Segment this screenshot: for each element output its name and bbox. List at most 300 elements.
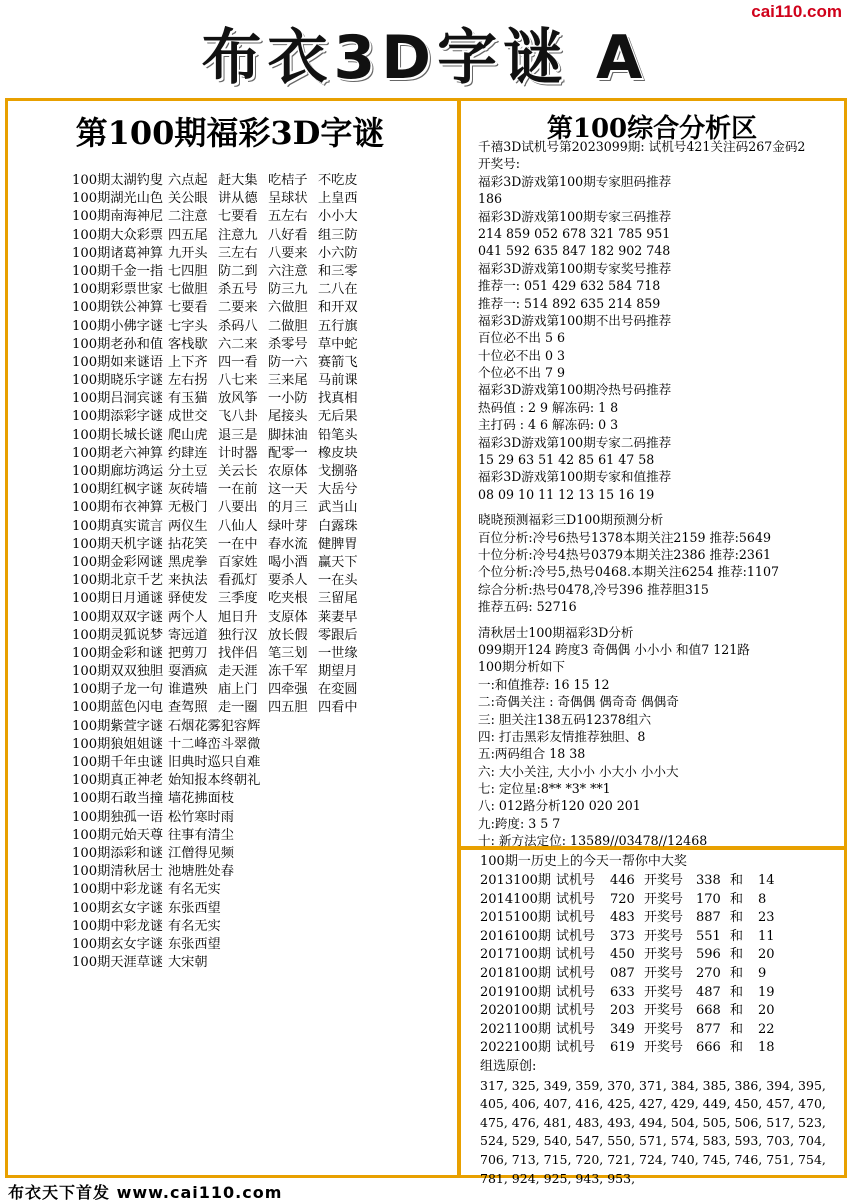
riddle-cell: 一在头 <box>318 573 358 589</box>
history-cell: 2020100期 <box>480 1003 551 1019</box>
riddle-cell: 防二到 <box>218 263 258 279</box>
riddle-cell: 耍酒疯 <box>168 664 208 680</box>
riddle-cell: 寄远道 <box>168 627 208 643</box>
history-cell: 2018100期 <box>480 965 551 981</box>
riddle-cell: 三季度 <box>218 591 258 607</box>
riddle-cell: 六注意 <box>268 263 308 279</box>
riddle-cell: 大宋朝 <box>168 955 208 971</box>
history-row <box>480 984 840 1003</box>
history-cell: 开奖号 <box>644 947 684 963</box>
riddle-cell: 100期晓乐字谜 <box>72 373 164 389</box>
riddle-cell: 铅笔头 <box>318 427 358 443</box>
riddle-cell: 石烟花雾犯容辉 <box>168 718 261 734</box>
history-cell: 887 <box>696 910 721 926</box>
riddle-cell: 武当山 <box>318 500 358 516</box>
analysis-line: 二:奇偶关注 : 奇偶偶 偶奇奇 偶偶奇 <box>478 694 679 710</box>
history-cell: 551 <box>696 928 721 944</box>
riddle-cell: 走天涯 <box>218 664 258 680</box>
riddle-row <box>72 754 452 772</box>
riddle-cell: 百家姓 <box>218 554 258 570</box>
riddle-row <box>72 609 452 627</box>
riddle-cell: 找伴侣 <box>218 645 258 661</box>
riddle-cell: 七四胆 <box>168 263 208 279</box>
riddle-row <box>72 263 452 281</box>
riddle-cell: 分土豆 <box>168 464 208 479</box>
riddle-cell: 杀零号 <box>268 336 308 352</box>
history-cell: 和 <box>730 910 744 926</box>
riddle-cell: 橡皮块 <box>318 445 358 461</box>
riddle-row <box>72 590 452 608</box>
history-section <box>480 852 840 1188</box>
riddle-cell: 庙上门 <box>218 682 258 698</box>
riddle-cell: 一在前 <box>218 482 258 498</box>
riddle-cell: 上下齐 <box>168 354 208 370</box>
riddle-cell: 放风筝 <box>218 391 258 407</box>
riddle-cell: 防一六 <box>268 354 308 370</box>
riddle-row <box>72 681 452 699</box>
history-cell: 开奖号 <box>644 910 684 926</box>
riddle-cell: 100期千年虫谜 <box>72 755 164 770</box>
history-cell: 和 <box>730 1040 744 1056</box>
riddle-cell: 健脾胃 <box>318 536 358 552</box>
history-cell: 619 <box>610 1040 635 1056</box>
history-cell: 8 <box>758 891 767 907</box>
riddle-cell: 关云长 <box>218 464 258 479</box>
history-cell: 666 <box>696 1040 721 1056</box>
analysis-line: 个位分析:冷号5,热号0468.本期关注6254 推荐:1107 <box>478 564 779 580</box>
riddle-cell: 100期布衣神算 <box>72 500 164 516</box>
analysis-line: 热码值 : 2 9 解冻码: 1 8 <box>478 399 619 415</box>
riddle-cell: 100期石敢当撞 <box>72 791 164 807</box>
riddle-cell: 谁遣殃 <box>168 682 208 698</box>
riddle-cell: 莱妻早 <box>318 609 358 625</box>
riddle-cell: 始知报本终朝礼 <box>168 773 261 789</box>
riddle-cell: 马前课 <box>318 373 358 389</box>
history-cell: 2022100期 <box>480 1040 551 1056</box>
riddle-cell: 春水流 <box>268 536 308 552</box>
riddle-cell: 100期添彩和谜 <box>72 845 164 861</box>
riddle-cell: 飞八卦 <box>218 409 258 425</box>
history-row <box>480 928 840 947</box>
history-cell: 596 <box>696 947 721 963</box>
history-cell: 087 <box>610 965 635 981</box>
riddle-cell: 赶大集 <box>218 173 258 188</box>
spacer <box>478 616 844 624</box>
riddle-row <box>72 445 452 463</box>
riddle-cell: 100期真正神老 <box>72 773 164 789</box>
footer-text: 布衣天下首发 www.cai110.com <box>8 1183 283 1202</box>
riddle-cell: 赛箭飞 <box>318 354 358 370</box>
history-cell: 试机号 <box>556 1040 596 1056</box>
analysis-line: 214 859 052 678 321 785 951 <box>478 225 671 241</box>
riddle-cell: 零跟后 <box>318 627 358 643</box>
riddle-cell: 六点起 <box>168 173 208 188</box>
riddle-cell: 100期元始天尊 <box>72 827 164 843</box>
riddle-cell: 讲从德 <box>218 191 258 207</box>
riddle-cell: 东张西望 <box>168 900 221 916</box>
riddle-cell: 脚抹油 <box>268 427 308 443</box>
group-title: 组选原创: <box>480 1058 537 1074</box>
riddle-cell: 八要出 <box>218 500 258 516</box>
analysis-line: 十位分析:冷号4热号0379本期关注2386 推荐:2361 <box>478 546 771 562</box>
riddle-cell: 喝小酒 <box>268 554 308 570</box>
riddle-cell: 100期长城长谜 <box>72 427 164 443</box>
riddle-row <box>72 699 452 717</box>
site-logo: cai110.com <box>751 2 842 21</box>
spacer <box>478 503 844 511</box>
riddle-cell: 100期小佛字谜 <box>72 318 164 334</box>
riddle-cell: 100期千金一指 <box>72 263 164 279</box>
riddle-row <box>72 772 452 790</box>
riddle-row <box>72 318 452 336</box>
riddle-row <box>72 408 452 426</box>
riddle-row <box>72 518 452 536</box>
riddle-row <box>72 718 452 736</box>
riddle-cell: 100期玄女字谜 <box>72 936 164 952</box>
riddle-cell: 杀码八 <box>218 318 258 334</box>
history-cell: 349 <box>610 1021 635 1037</box>
riddle-cell: 独行汉 <box>218 627 258 643</box>
riddle-cell: 把剪刀 <box>168 645 208 661</box>
riddle-cell: 二要来 <box>218 300 258 316</box>
riddle-cell: 有名无实 <box>168 882 221 898</box>
riddle-row <box>72 809 452 827</box>
riddle-cell: 二八在 <box>318 282 358 298</box>
riddle-row <box>72 390 452 408</box>
banner-title: 布衣3D字谜 A <box>201 23 649 93</box>
history-cell: 483 <box>610 910 635 926</box>
history-cell: 633 <box>610 984 635 1000</box>
riddle-cell: 一小防 <box>268 391 308 407</box>
analysis-list <box>478 138 844 850</box>
history-cell: 170 <box>696 891 721 907</box>
riddle-cell: 四五胆 <box>268 700 308 716</box>
riddle-cell: 东张西望 <box>168 936 221 952</box>
riddle-cell: 100期红枫字谜 <box>72 482 164 498</box>
analysis-line: 晓晓预测福彩三D100期预测分析 <box>478 512 664 528</box>
history-cell: 22 <box>758 1021 775 1037</box>
history-cell: 试机号 <box>556 984 596 1000</box>
riddle-cell: 二注意 <box>168 209 208 225</box>
riddle-row <box>72 427 452 445</box>
history-row <box>480 1021 840 1040</box>
history-row <box>480 872 840 891</box>
riddle-cell: 在変圆 <box>318 682 358 698</box>
riddle-cell: 墙花拂面枝 <box>168 791 234 807</box>
history-cell: 和 <box>730 891 744 907</box>
riddle-cell: 七做胆 <box>168 282 208 298</box>
riddle-cell: 来执法 <box>168 573 208 589</box>
riddle-row <box>72 372 452 390</box>
riddle-cell: 农原体 <box>268 464 308 479</box>
riddle-cell: 四牵强 <box>268 682 308 698</box>
riddle-cell: 八仙人 <box>218 518 258 534</box>
riddle-cell: 三留尾 <box>318 591 358 607</box>
riddle-cell: 左右拐 <box>168 373 208 389</box>
riddle-cell: 防三九 <box>268 282 308 298</box>
history-cell: 开奖号 <box>644 1021 684 1037</box>
history-cell: 720 <box>610 891 635 907</box>
analysis-line: 百位分析:冷号6热号1378本期关注2159 推荐:5649 <box>478 529 771 545</box>
riddle-cell: 走一圈 <box>218 700 258 716</box>
history-cell: 试机号 <box>556 891 596 907</box>
riddle-cell: 四看中 <box>318 700 358 716</box>
riddle-cell: 100期真实谎言 <box>72 518 164 534</box>
riddle-row <box>72 572 452 590</box>
riddle-cell: 四五尾 <box>168 227 208 243</box>
riddle-cell: 八好看 <box>268 227 308 243</box>
riddle-row <box>72 245 452 263</box>
riddle-cell: 赢天下 <box>318 554 358 570</box>
riddle-cell: 要杀人 <box>268 573 308 589</box>
riddle-cell: 松竹寒时雨 <box>168 809 234 825</box>
riddle-cell: 七要看 <box>168 300 208 316</box>
riddle-cell: 四一看 <box>218 354 258 370</box>
history-cell: 446 <box>610 873 635 888</box>
history-cell: 450 <box>610 947 635 963</box>
riddle-cell: 100期老六神算 <box>72 445 164 461</box>
history-cell: 开奖号 <box>644 965 684 981</box>
riddle-row <box>72 481 452 499</box>
analysis-line: 六: 大小关注, 大小小 小大小 小小大 <box>478 763 679 779</box>
analysis-line: 推荐一: 514 892 635 214 859 <box>478 295 661 311</box>
analysis-line: 099期开124 跨度3 奇偶偶 小小小 和值7 121路 <box>478 641 750 657</box>
riddle-cell: 杀五号 <box>218 282 258 298</box>
right-section-title: 第100综合分析区 <box>546 114 758 144</box>
history-cell: 14 <box>758 873 775 888</box>
riddle-cell: 的月三 <box>268 500 308 516</box>
riddle-cell: 100期诸葛神算 <box>72 245 164 261</box>
history-cell: 19 <box>758 984 775 1000</box>
riddle-row <box>72 881 452 899</box>
history-cell: 373 <box>610 928 635 944</box>
riddle-cell: 一在中 <box>218 536 258 552</box>
riddle-cell: 十二峰峦斗翠微 <box>168 736 261 752</box>
riddle-row <box>72 281 452 299</box>
analysis-line: 主打码 : 4 6 解冻码: 0 3 <box>478 417 619 433</box>
riddle-cell: 100期老孙和值 <box>72 336 164 352</box>
riddle-cell: 100期吕洞宾谜 <box>72 391 164 407</box>
riddle-cell: 100期灵狐说梦 <box>72 627 164 643</box>
riddle-row <box>72 936 452 954</box>
history-cell: 203 <box>610 1003 635 1019</box>
riddle-cell: 三左右 <box>218 245 258 261</box>
riddle-cell: 100期中彩龙谜 <box>72 882 164 898</box>
history-cell: 18 <box>758 1040 775 1056</box>
history-cell: 668 <box>696 1003 721 1019</box>
riddle-cell: 有名无实 <box>168 918 221 934</box>
analysis-line: 041 592 635 847 182 902 748 <box>478 243 671 259</box>
riddle-cell: 黑虎拳 <box>168 554 208 570</box>
riddle-cell: 100期玄女字谜 <box>72 900 164 916</box>
analysis-line: 100期分析如下 <box>478 659 566 675</box>
analysis-line: 千禧3D试机号第2023099期: 试机号421关注码267金码2 <box>478 139 806 154</box>
analysis-line: 推荐五码: 52716 <box>478 599 577 615</box>
riddle-cell: 100期双双字谜 <box>72 609 164 625</box>
history-cell: 开奖号 <box>644 1003 684 1019</box>
analysis-line: 九:跨度: 3 5 7 <box>478 815 561 831</box>
history-cell: 开奖号 <box>644 873 684 888</box>
analysis-line: 百位必不出 5 6 <box>478 330 566 346</box>
riddle-cell: 查驾照 <box>168 700 208 716</box>
riddle-cell: 吃桔子 <box>268 173 308 188</box>
history-cell: 试机号 <box>556 965 596 981</box>
riddle-cell: 草中蛇 <box>318 336 358 352</box>
riddle-row <box>72 172 452 190</box>
riddle-cell: 100期铁公神算 <box>72 300 164 316</box>
riddle-cell: 组三防 <box>318 227 358 243</box>
riddle-cell: 100期金彩和谜 <box>72 645 164 661</box>
history-cell: 和 <box>730 965 744 981</box>
riddle-cell: 计时器 <box>218 445 258 461</box>
analysis-line: 08 09 10 11 12 13 15 16 19 <box>478 486 655 502</box>
analysis-line: 八: 012路分析120 020 201 <box>478 798 641 814</box>
riddle-cell: 100期如来谜语 <box>72 354 164 370</box>
analysis-line: 开奖号: <box>478 156 521 172</box>
history-cell: 2013100期 <box>480 873 551 888</box>
riddle-cell: 100期双双独胆 <box>72 664 164 680</box>
riddle-row <box>72 663 452 681</box>
riddle-cell: 绿叶芽 <box>268 518 308 534</box>
riddle-row <box>72 354 452 372</box>
analysis-line: 福彩3D游戏第100期冷热号码推荐 <box>478 382 672 398</box>
riddle-cell: 100期湖光山色 <box>72 191 164 207</box>
history-cell: 试机号 <box>556 947 596 963</box>
analysis-line: 五:两码组合 18 38 <box>478 746 586 762</box>
history-cell: 开奖号 <box>644 984 684 1000</box>
analysis-line: 186 <box>478 191 503 207</box>
history-cell: 9 <box>758 965 767 981</box>
history-cell: 试机号 <box>556 910 596 926</box>
analysis-line: 清秋居士100期福彩3D分析 <box>478 624 634 640</box>
analysis-line: 推荐一: 051 429 632 584 718 <box>478 278 661 294</box>
riddle-cell: 小小大 <box>318 209 358 225</box>
riddle-cell: 找真相 <box>318 391 358 407</box>
riddle-cell: 五左右 <box>268 209 308 225</box>
riddle-row <box>72 499 452 517</box>
riddle-cell: 呈球状 <box>268 191 308 207</box>
riddle-cell: 100期大众彩票 <box>72 227 164 243</box>
riddle-cell: 笔三划 <box>268 645 308 661</box>
history-cell: 2016100期 <box>480 928 551 944</box>
history-cell: 487 <box>696 984 721 1000</box>
analysis-line: 四: 打击黑彩友情推荐独胆、8 <box>478 728 646 744</box>
riddle-cell: 二做胆 <box>268 318 308 334</box>
riddle-row <box>72 827 452 845</box>
riddle-list <box>72 172 452 972</box>
history-cell: 2021100期 <box>480 1021 551 1037</box>
riddle-cell: 冻千军 <box>268 664 308 680</box>
column-divider <box>457 98 461 1175</box>
riddle-cell: 爬山虎 <box>168 427 208 443</box>
riddle-cell: 一世缘 <box>318 645 358 661</box>
riddle-cell: 100期中彩龙谜 <box>72 918 164 934</box>
riddle-row <box>72 190 452 208</box>
history-cell: 和 <box>730 1021 744 1037</box>
riddle-cell: 100期彩票世家 <box>72 282 164 298</box>
history-cell: 2019100期 <box>480 984 551 1000</box>
riddle-cell: 无极门 <box>168 500 208 516</box>
riddle-cell: 100期金彩网谜 <box>72 554 164 570</box>
riddle-cell: 看孤灯 <box>218 573 258 589</box>
riddle-cell: 100期蓝色闪电 <box>72 700 164 716</box>
riddle-cell: 小六防 <box>318 245 358 261</box>
riddle-row <box>72 845 452 863</box>
riddle-row <box>72 463 452 481</box>
history-title: 100期一历史上的今天一帮你中大奖 <box>480 854 687 869</box>
riddle-cell: 100期日月通谜 <box>72 591 164 607</box>
analysis-line: 三: 胆关注138五码12378组六 <box>478 711 652 727</box>
analysis-line: 个位必不出 7 9 <box>478 365 566 381</box>
riddle-cell: 拈花笑 <box>168 536 208 552</box>
riddle-row <box>72 299 452 317</box>
riddle-cell: 两个人 <box>168 609 208 625</box>
history-cell: 试机号 <box>556 873 596 888</box>
riddle-cell: 尾接头 <box>268 409 308 425</box>
riddle-row <box>72 627 452 645</box>
riddle-row <box>72 554 452 572</box>
riddle-cell: 和开双 <box>318 300 358 316</box>
riddle-cell: 七字头 <box>168 318 208 334</box>
history-cell: 开奖号 <box>644 928 684 944</box>
riddle-row <box>72 536 452 554</box>
riddle-cell: 配零一 <box>268 445 308 461</box>
riddle-row <box>72 863 452 881</box>
riddle-cell: 和三零 <box>318 263 358 279</box>
riddle-cell: 旭日升 <box>218 609 258 625</box>
history-row <box>480 946 840 965</box>
riddle-cell: 驿使发 <box>168 591 208 607</box>
group-numbers: 317, 325, 349, 359, 370, 371, 384, 385, 386, 394, 395, 405, 406, 407, 416, 425, 427, 429, 449, 450, 457, 470, 475, 476, 481, 483, 493, 494, 504, 505, 506, 517, 523, 524, 529, 540, 547, 550, 571, 574, 583, 593, 703, 704, 706, 713, 715, 720, 721, 724, 740, 745, 746, 751, 754, 781, 924, 925, 943, 953, <box>480 1077 826 1186</box>
history-cell: 20 <box>758 947 775 963</box>
history-row <box>480 965 840 984</box>
riddle-cell: 八要来 <box>268 245 308 261</box>
analysis-line: 15 29 63 51 42 85 61 47 58 <box>478 452 655 468</box>
riddle-cell: 退三是 <box>218 427 258 443</box>
riddle-row <box>72 790 452 808</box>
riddle-cell: 客栈歇 <box>168 336 208 352</box>
analysis-line: 福彩3D游戏第100期专家三码推荐 <box>478 208 672 224</box>
riddle-row <box>72 227 452 245</box>
riddle-cell: 五行旗 <box>318 318 358 334</box>
riddle-cell: 期望月 <box>318 664 358 680</box>
riddle-cell: 两仪生 <box>168 518 208 534</box>
riddle-cell: 100期独孤一语 <box>72 809 164 825</box>
riddle-cell: 上皇西 <box>318 191 358 207</box>
riddle-cell: 100期南海神尼 <box>72 209 164 225</box>
riddle-cell: 灰砖墙 <box>168 482 208 498</box>
analysis-line: 福彩3D游戏第100期不出号码推荐 <box>478 312 672 328</box>
analysis-line: 十: 新方法定位: 13589//03478//12468 <box>478 833 708 849</box>
history-cell: 20 <box>758 1003 775 1019</box>
riddle-row <box>72 900 452 918</box>
history-cell: 877 <box>696 1021 721 1037</box>
analysis-line: 一:和值推荐: 16 15 12 <box>478 676 610 692</box>
riddle-cell: 放长假 <box>268 627 308 643</box>
riddle-cell: 吃夹根 <box>268 591 308 607</box>
history-cell: 338 <box>696 873 721 888</box>
riddle-cell: 六做胆 <box>268 300 308 316</box>
history-cell: 试机号 <box>556 1021 596 1037</box>
riddle-cell: 戈捌骆 <box>318 464 358 479</box>
riddle-cell: 大岳兮 <box>318 482 358 498</box>
riddle-cell: 无后果 <box>318 409 358 425</box>
analysis-line: 综合分析:热号0478,冷号396 推荐胆315 <box>478 581 709 597</box>
riddle-row <box>72 954 452 972</box>
riddle-row <box>72 918 452 936</box>
riddle-cell: 白露珠 <box>318 518 358 534</box>
history-cell: 2017100期 <box>480 947 551 963</box>
